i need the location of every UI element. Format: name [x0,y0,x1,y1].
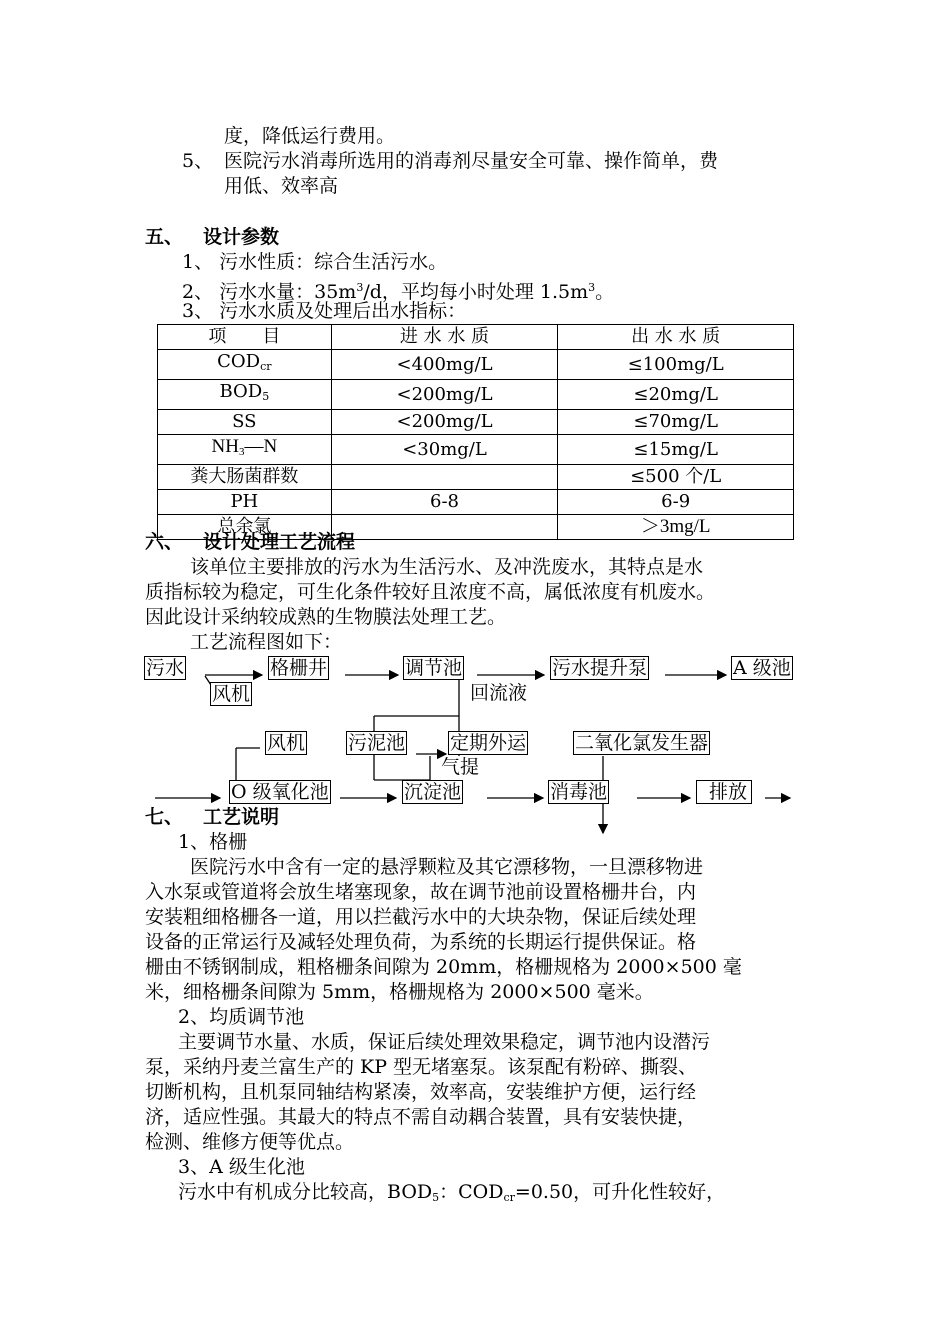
param-item: 1、 污水性质：综合生活污水。 [182,251,448,273]
node-blower: 风机 [267,732,306,754]
item-text-cont: 用低、效率高 [224,175,339,197]
label-airlift: 气提 [441,756,480,778]
subsection-title: 2、均质调节池 [178,1006,305,1028]
subsection-title: 1、格栅 [178,831,248,853]
section-title: 设计处理工艺流程 [203,531,356,553]
section-title: 工艺说明 [203,806,280,828]
item-text: 医院污水消毒所选用的消毒剂尽量安全可靠、操作简单，费 [224,150,719,172]
table-cell-in: <30mg/L [331,435,558,465]
intro-line: 度，降低运行费用。 [224,125,396,147]
node-disinfection-tank: 消毒池 [550,781,608,803]
paragraph-line: 米，细格栅条间隙为 5mm，格栅规格为 2000×500 毫米。 [145,981,654,1003]
superscript: 3 [588,281,596,294]
paragraph-line: 医院污水中含有一定的悬浮颗粒及其它漂移物，一旦漂移物进 [190,856,704,878]
node-o-tank: O 级氧化池 [231,781,329,803]
table-cell-out: ≤500 个/L [558,465,794,490]
paragraph-line: 栅由不锈钢制成，粗格栅条间隙为 20mm，格栅规格为 2000×500 毫 [145,956,742,978]
node-screen-well: 格栅井 [270,657,328,679]
table-cell-item: PH [158,490,332,515]
node-equalization-tank: 调节池 [405,657,463,679]
flow-intro: 工艺流程图如下： [190,631,343,653]
paragraph-line: 入水泵或管道将会放生堵塞现象，故在调节池前设置格栅井台，内 [145,881,697,903]
paragraph-line: 质指标较为稳定，可生化条件较好且浓度不高，属低浓度有机废水。 [145,581,716,603]
param-text: 。 [595,281,615,303]
table-header: 出 水 水 质 [558,325,794,350]
table-cell-out: ≤20mg/L [558,380,794,410]
section-number: 六、 [145,531,184,553]
paragraph-line: 泵，采纳丹麦兰富生产的 KP 型无堵塞泵。该泵配有粉碎、撕裂、 [145,1056,698,1078]
node-settling-tank: 沉淀池 [404,781,462,803]
table-cell-item: 总余氯 [158,515,332,540]
node-sludge-tank: 污泥池 [348,732,406,754]
node-a-tank: A 级池 [733,657,791,679]
table-cell-in: <200mg/L [331,410,558,435]
node-haul-away: 定期外运 [450,732,527,754]
table-cell-out: ≤100mg/L [558,350,794,380]
subsection-title: 3、A 级生化池 [178,1156,305,1178]
superscript: 3 [356,281,364,294]
section-title: 设计参数 [203,226,280,248]
table-cell-in: <400mg/L [331,350,558,380]
table-cell-out: 6-9 [558,490,794,515]
table-cell-item: $COD_{cr}$ [158,350,332,380]
item-number: 5、 [182,150,214,172]
paragraph-line: 设备的正常运行及减轻处理负荷，为系统的长期运行提供保证。格 [145,931,697,953]
paragraph-line: 因此设计采纳较成熟的生物膜法处理工艺。 [145,606,507,628]
paragraph-line: 该单位主要排放的污水为生活污水、及冲洗废水，其特点是水 [190,556,704,578]
param-item: 3、 污水水质及处理后出水指标： [182,300,467,322]
table-cell-item: $BOD_5$ [158,380,332,410]
node-clo2-generator: 二氧化氯发生器 [575,732,709,754]
table-cell-item: 粪大肠菌群数 [158,465,332,490]
paragraph-line: 主要调节水量、水质，保证后续处理效果稳定，调节池内设潜污 [178,1031,711,1053]
table-cell-item: $NH_3—N$ [158,435,332,465]
table-header: 项 目 [158,325,332,350]
table-cell-out: ≤70mg/L [558,410,794,435]
node-wastewater: 污水 [146,657,185,679]
paragraph-line: 安装粗细格栅各一道，用以拦截污水中的大块杂物，保证后续处理 [145,906,697,928]
table-header: 进 水 水 质 [331,325,558,350]
param-text: 2、 污水水量：35m [182,281,357,303]
param-text: /d，平均每小时处理 1.5m [363,281,589,303]
paragraph-line: 济，适应性强。其最大的特点不需自动耦合装置，具有安装快捷， [145,1106,697,1128]
section-number: 七、 [145,806,184,828]
table-cell-item: SS [158,410,332,435]
paragraph-line: 污水中有机成分比较高，$BOD_5$：$COD_{cr}=0.50$，可升化性较好， [178,1181,726,1204]
node-blower: 风机 [212,683,251,705]
paragraph-line: 检测、维修方便等优点。 [145,1131,355,1153]
section-number: 五、 [145,226,184,248]
paragraph-line: 切断机构，且机泵同轴结构紧凑，效率高，安装维护方便，运行经 [145,1081,697,1103]
node-discharge: 排放 [696,780,752,804]
table-cell-out: ≤15mg/L [558,435,794,465]
node-lift-pump: 污水提升泵 [552,657,648,679]
label-return-flow: 回流液 [470,682,528,704]
table-cell-in: 6-8 [331,490,558,515]
table-cell-out: ＞3mg/L [558,515,794,540]
table-cell-in: <200mg/L [331,380,558,410]
